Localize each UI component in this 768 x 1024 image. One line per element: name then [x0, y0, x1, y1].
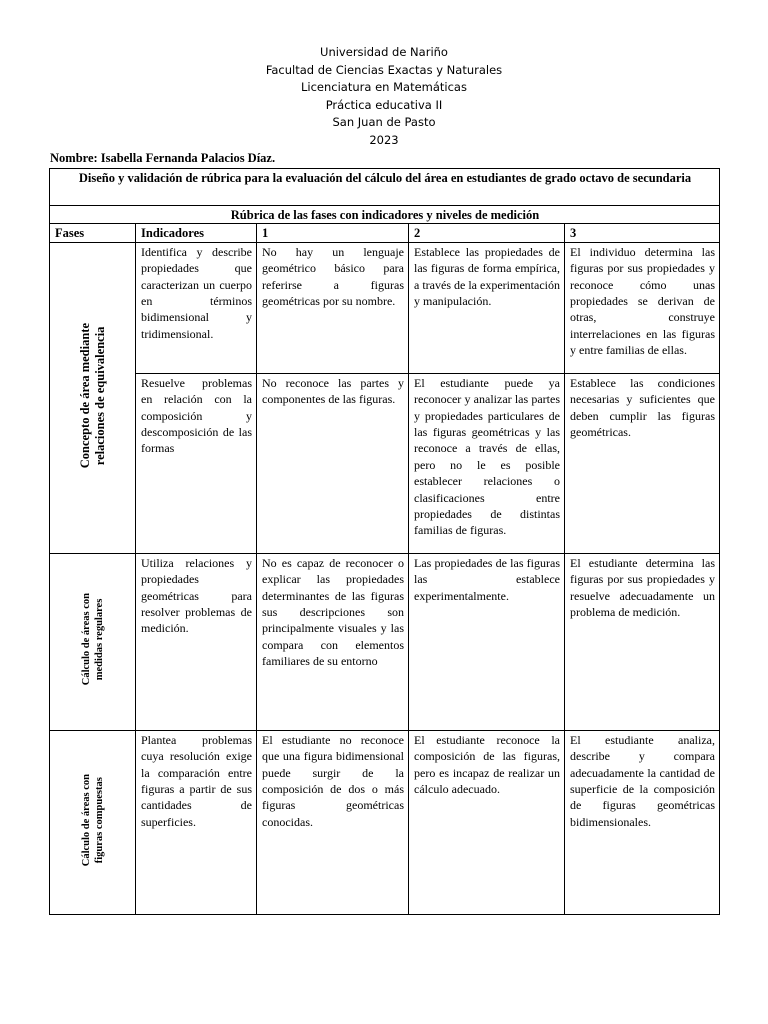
- faculty-name: Facultad de Ciencias Exactas y Naturales: [265, 62, 503, 77]
- phase-label: [78, 323, 108, 468]
- city-name: San Juan de Pasto: [332, 115, 436, 129]
- level-2-cell: El estudiante puede ya reconocer y analizar las partes y propiedades particulares de las figuras geométricas y las reconoce a través de ellas, pero no le es posible establecer relaciones o clasificaciones entre propiedades de distintas familias de figuras.: [409, 373, 565, 553]
- phase-label: [80, 774, 106, 866]
- header-level-2: 2: [409, 224, 565, 242]
- level-1-cell: No reconoce las partes y componentes de las figuras.: [257, 373, 409, 553]
- indicator-cell: Utiliza relaciones y propiedades geométricas para resolver problemas de medición.: [136, 553, 257, 730]
- table-row: [50, 373, 720, 553]
- indicator-cell: Plantea problemas cuya resolución exige la comparación entre figuras a partir de sus cantidades de superficies.: [136, 730, 257, 914]
- subtitle-row: [50, 206, 720, 224]
- phase-concepto-area: [50, 242, 136, 553]
- header-level-3: 3: [565, 224, 720, 242]
- phase-label-line: Cálculo de áreas con: [80, 593, 92, 686]
- level-3-cell: El individuo determina las figuras por sus propiedades y reconoce cómo unas propiedades se derivan de otras, construye interrelaciones en las figuras y entre familias de ellas.: [565, 242, 720, 373]
- table-subtitle: Rúbrica de las fases con indicadores y niveles de medición: [50, 206, 720, 224]
- student-name: Nombre: Isabella Fernanda Palacios Díaz.: [50, 151, 276, 165]
- level-3-cell: El estudiante analiza, describe y compara adecuadamente la cantidad de superficie de la composición de figuras geométricas bidimensionales.: [565, 730, 720, 914]
- course-name: Práctica educativa II: [325, 97, 443, 112]
- level-1-cell: El estudiante no reconoce que una figura bidimensional puede surgir de la composición de dos o más figuras geométricas conocidas.: [257, 730, 409, 914]
- program-name: Licenciatura en Matemáticas: [301, 80, 467, 94]
- level-2-cell: Establece las propiedades de las figuras de forma empírica, a través de la experimentación y manipulación.: [409, 242, 565, 373]
- phase-label-line: Concepto de área mediante: [77, 322, 92, 469]
- header-fases: Fases: [50, 224, 136, 242]
- level-3-cell: Establece las condiciones necesarias y suficientes que deben cumplir las figuras geométricas.: [565, 373, 720, 553]
- university-name: Universidad de Nariño: [320, 45, 448, 59]
- phase-calculo-figuras-compuestas: [50, 730, 136, 914]
- phase-label-line: Cálculo de áreas con: [80, 773, 92, 867]
- phase-label-line: medidas regulares: [93, 598, 105, 681]
- document-header: [0, 44, 768, 149]
- indicator-cell: Resuelve problemas en relación con la composición y descomposición de las formas: [136, 373, 257, 553]
- table-row: [50, 242, 720, 373]
- phase-calculo-medidas-regulares: [50, 553, 136, 730]
- level-2-cell: El estudiante reconoce la composición de las figuras, pero es incapaz de realizar un cálculo adecuado.: [409, 730, 565, 914]
- rubric-table: [49, 168, 720, 915]
- header-level-1: 1: [257, 224, 409, 242]
- column-header-row: [50, 224, 720, 242]
- level-2-cell: Las propiedades de las figuras las establece experimentalmente.: [409, 553, 565, 730]
- indicator-cell: Identifica y describe propiedades que caracterizan un cuerpo en términos bidimensional y tridimensional.: [136, 242, 257, 373]
- level-1-cell: No es capaz de reconocer o explicar las propiedades determinantes de las figuras sus descripciones son principalmente visuales y las compara con elementos familiares de su entorno: [257, 553, 409, 730]
- level-3-cell: El estudiante determina las figuras por sus propiedades y resuelve adecuadamente un problema de medición.: [565, 553, 720, 730]
- table-title: Diseño y validación de rúbrica para la evaluación del cálculo del área en estudiantes de grado octavo de secundaria: [50, 169, 720, 206]
- phase-label: [80, 593, 106, 685]
- level-1-cell: No hay un lenguaje geométrico básico para referirse a figuras geométricas por su nombre.: [257, 242, 409, 373]
- header-indicadores: Indicadores: [136, 224, 257, 242]
- title-row: [50, 169, 720, 206]
- table-row: [50, 730, 720, 914]
- table-row: [50, 553, 720, 730]
- phase-label-line: figuras compuestas: [93, 777, 105, 864]
- year: 2023: [369, 132, 399, 147]
- phase-label-line: relaciones de equivalencia: [92, 326, 107, 465]
